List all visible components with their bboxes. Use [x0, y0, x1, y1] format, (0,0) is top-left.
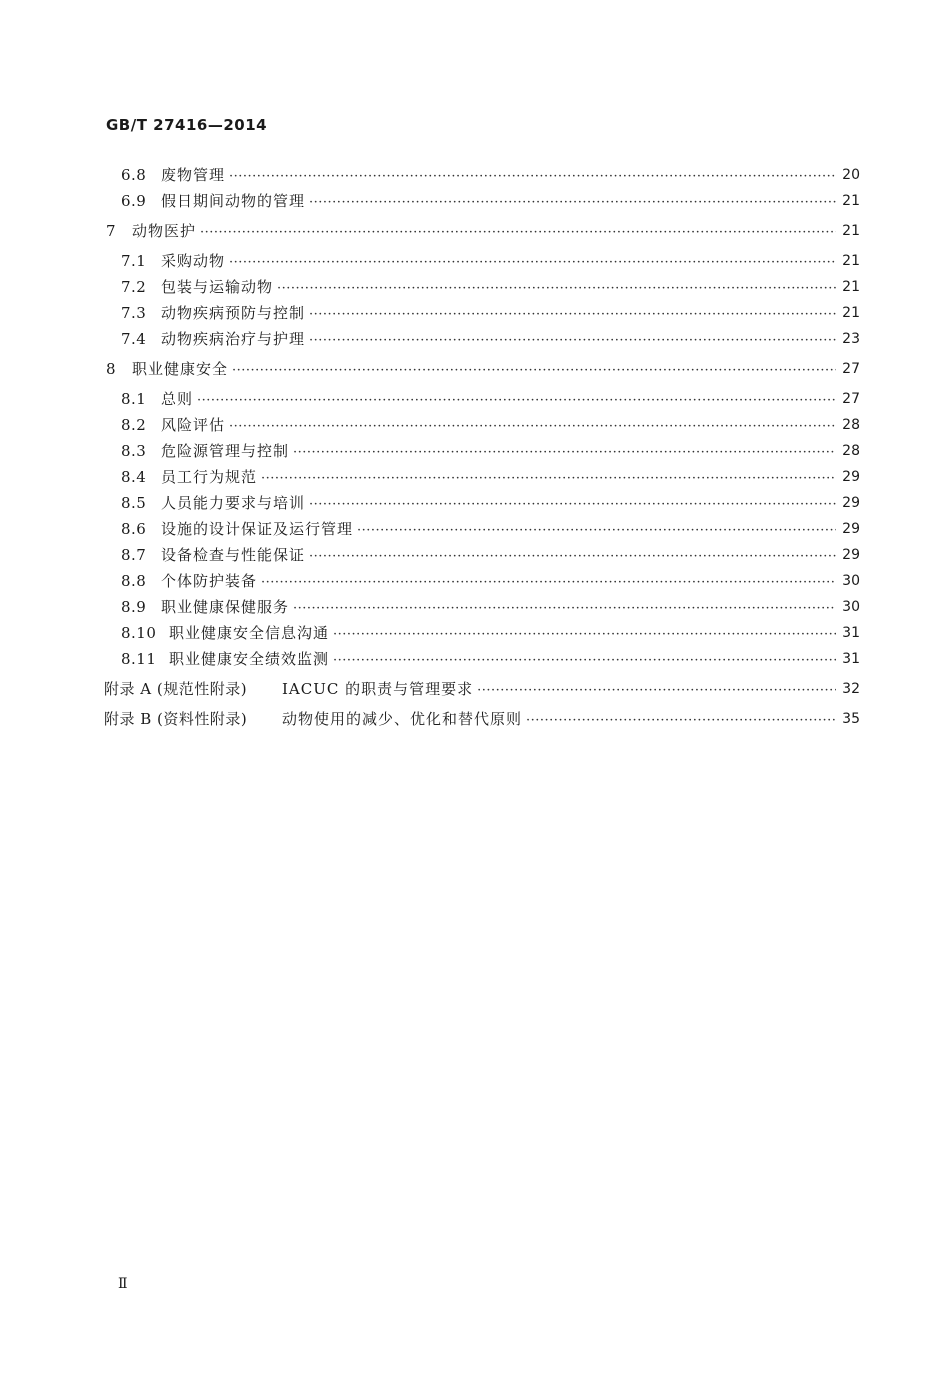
toc-entry-page: 21 — [842, 193, 860, 209]
toc-entry-number: 8.6 — [121, 520, 147, 538]
toc-entry-title: 包装与运输动物 — [161, 278, 274, 296]
toc-entry-title: 风险评估 — [161, 416, 226, 434]
toc-entry-page: 29 — [842, 495, 860, 511]
toc-entry-page: 29 — [842, 547, 860, 563]
toc-entry[interactable] — [104, 678, 860, 700]
toc-entry-title: 职业健康安全 — [132, 360, 229, 378]
toc-entry-number: 7.1 — [121, 252, 147, 270]
toc-entry-title: 采购动物 — [161, 252, 226, 270]
toc-entry-number: 8.11 — [121, 650, 157, 668]
toc-entry[interactable] — [121, 648, 860, 670]
toc-entry-number: 附录 B (资料性附录) — [104, 710, 248, 728]
toc-entry[interactable] — [121, 622, 860, 644]
toc-entry-title: 设备检查与性能保证 — [161, 546, 306, 564]
toc-entry[interactable] — [121, 440, 860, 462]
toc-entry[interactable] — [121, 164, 860, 186]
toc-entry-title: 人员能力要求与培训 — [161, 494, 306, 512]
toc-entry-title: 危险源管理与控制 — [161, 442, 290, 460]
toc-entry-number: 8.8 — [121, 572, 147, 590]
toc-entry-page: 30 — [842, 573, 860, 589]
toc-leader-dots — [197, 388, 836, 410]
toc-leader-dots — [333, 622, 836, 644]
toc-leader-dots — [333, 648, 836, 670]
toc-entry-page: 27 — [842, 361, 860, 377]
toc-leader-dots — [293, 440, 836, 462]
toc-entry-number: 8.9 — [121, 598, 147, 616]
toc-entry[interactable] — [121, 518, 860, 540]
toc-entry-title: 动物疾病预防与控制 — [161, 304, 306, 322]
standard-code-header: GB/T 27416—2014 — [106, 116, 268, 134]
toc-entry-title: 职业健康安全信息沟通 — [169, 624, 330, 642]
toc-entry-number: 6.8 — [121, 166, 147, 184]
toc-entry-title: 职业健康安全绩效监测 — [169, 650, 330, 668]
toc-entry-title: 动物使用的减少、优化和替代原则 — [282, 710, 523, 728]
toc-entry-page: 21 — [842, 279, 860, 295]
toc-entry-page: 29 — [842, 521, 860, 537]
toc-entry-number: 8.5 — [121, 494, 147, 512]
toc-entry-number: 8.3 — [121, 442, 147, 460]
toc-entry-number: 8.2 — [121, 416, 147, 434]
toc-entry-page: 21 — [842, 305, 860, 321]
toc-entry[interactable] — [121, 190, 860, 212]
toc-entry[interactable] — [121, 596, 860, 618]
toc-entry-title: 个体防护装备 — [161, 572, 258, 590]
toc-leader-dots — [357, 518, 836, 540]
toc-leader-dots — [309, 492, 836, 514]
toc-entry-number: 7 — [106, 222, 117, 240]
toc-leader-dots — [309, 190, 836, 212]
toc-entry[interactable] — [121, 302, 860, 324]
toc-leader-dots — [277, 276, 836, 298]
toc-entry-title: 假日期间动物的管理 — [161, 192, 306, 210]
toc-entry[interactable] — [121, 328, 860, 350]
toc-leader-dots — [526, 708, 836, 730]
toc-entry[interactable] — [121, 388, 860, 410]
toc-entry-page: 31 — [842, 625, 860, 641]
toc-leader-dots — [309, 328, 836, 350]
toc-entry-number: 7.4 — [121, 330, 147, 348]
toc-entry[interactable] — [121, 492, 860, 514]
toc-entry-title: IACUC 的职责与管理要求 — [282, 680, 474, 698]
toc-entry[interactable] — [106, 220, 860, 242]
toc-entry-page: 21 — [842, 223, 860, 239]
toc-entry[interactable] — [121, 250, 860, 272]
toc-leader-dots — [232, 358, 836, 380]
toc-leader-dots — [229, 250, 836, 272]
toc-entry[interactable] — [104, 708, 860, 730]
toc-leader-dots — [261, 570, 836, 592]
toc-entry[interactable] — [121, 414, 860, 436]
toc-entry-number: 附录 A (规范性附录) — [104, 680, 248, 698]
toc-entry-number: 8 — [106, 360, 117, 378]
toc-entry-title: 设施的设计保证及运行管理 — [161, 520, 354, 538]
toc-entry-page: 29 — [842, 469, 860, 485]
toc-entry-title: 总则 — [161, 390, 194, 408]
toc-entry-page: 28 — [842, 417, 860, 433]
toc-leader-dots — [477, 678, 836, 700]
toc-entry-page: 31 — [842, 651, 860, 667]
toc-entry[interactable] — [121, 544, 860, 566]
toc-entry-page: 23 — [842, 331, 860, 347]
toc-leader-dots — [261, 466, 836, 488]
toc-entry-number: 7.3 — [121, 304, 147, 322]
toc-leader-dots — [293, 596, 836, 618]
toc-entry[interactable] — [106, 358, 860, 380]
toc-entry-title: 职业健康保健服务 — [161, 598, 290, 616]
toc-entry-number: 8.10 — [121, 624, 157, 642]
toc-entry[interactable] — [121, 570, 860, 592]
toc-leader-dots — [309, 302, 836, 324]
toc-entry-page: 28 — [842, 443, 860, 459]
toc-entry-page: 35 — [842, 711, 860, 727]
toc-entry-number: 8.7 — [121, 546, 147, 564]
toc-entry-number: 7.2 — [121, 278, 147, 296]
toc-entry-title: 动物医护 — [132, 222, 197, 240]
page-number-footer: Ⅱ — [118, 1276, 128, 1292]
toc-entry-title: 员工行为规范 — [161, 468, 258, 486]
toc-entry[interactable] — [121, 276, 860, 298]
toc-entry-number: 8.4 — [121, 468, 147, 486]
toc-entry-page: 27 — [842, 391, 860, 407]
toc-entry-page: 21 — [842, 253, 860, 269]
toc-entry[interactable] — [121, 466, 860, 488]
toc-leader-dots — [200, 220, 836, 242]
toc-entry-page: 32 — [842, 681, 860, 697]
toc-entry-number: 6.9 — [121, 192, 147, 210]
toc-entry-title: 废物管理 — [161, 166, 226, 184]
toc-leader-dots — [309, 544, 836, 566]
toc-entry-page: 30 — [842, 599, 860, 615]
toc-entry-number: 8.1 — [121, 390, 147, 408]
toc-entry-title: 动物疾病治疗与护理 — [161, 330, 306, 348]
toc-leader-dots — [229, 414, 836, 436]
toc-entry-page: 20 — [842, 167, 860, 183]
toc-leader-dots — [229, 164, 836, 186]
